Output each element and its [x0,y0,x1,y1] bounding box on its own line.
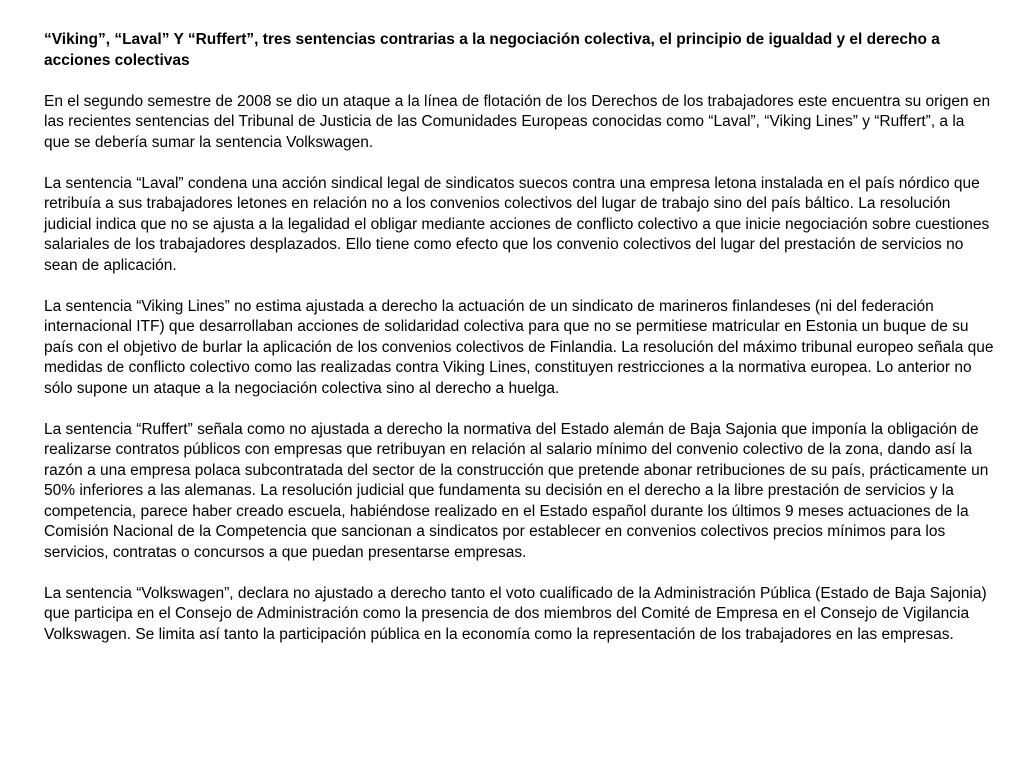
document-page [44,30,994,666]
paragraph-intro: En el segundo semestre de 2008 se dio un ataque a la línea de flotación de los Derechos de los trabajadores este encuentra su origen en las recientes sentencias del Tribunal de Justicia de las Comunidades Europeas conocidas como “Laval”, “Viking Lines” y “Ruffert”, a la que se debería sumar la sentencia Volkswagen. [44,92,991,151]
document-title: “Viking”, “Laval” Y “Ruffert”, tres sentencias contrarias a la negociación colectiva, el principio de igualdad y el derecho a acciones colectivas [44,31,940,69]
paragraph-ruffert: La sentencia “Ruffert” señala como no ajustada a derecho la normativa del Estado alemán de Baja Sajonia que imponía la obligación de realizarse contratos públicos con empresas que retribuyan en relación al salario mínimo del convenio colectivo de la zona, dando así la razón a una empresa polaca subcontratada del sector de la construcción que pretende abonar retribuciones de su país, prácticamente un 50% inferiores a las alemanas. La resolución judicial que fundamenta su decisión en el derecho a la libre prestación de servicios y la competencia, parece haber creado escuela, habiéndose realizado en el Estado español durante los últimos 9 meses actuaciones de la Comisión Nacional de la Competencia que sancionan a sindicatos por establecer en convenios colectivos precios mínimos para los servicios, contratas o concursos a que puedan presentarse empresas. [44,420,989,561]
paragraph-viking: La sentencia “Viking Lines” no estima ajustada a derecho la actuación de un sindicato de marineros finlandeses (ni del federación internacional ITF) que desarrollaban acciones de solidaridad colectiva para que no se permitiese matricular en Estonia un buque de su país con el objetivo de burlar la aplicación de los convenios colectivos de Finlandia. La resolución del máximo tribunal europeo señala que medidas de conflicto colectivo como las realizadas contra Viking Lines, constituyen restricciones a la normativa europea. Lo anterior no sólo supone un ataque a la negociación colectiva sino al derecho a huelga. [44,297,994,397]
paragraph-laval: La sentencia “Laval” condena una acción sindical legal de sindicatos suecos contra una empresa letona instalada en el país nórdico que retribuía a sus trabajadores letones en relación no a los convenios colectivos del lugar de trabajo sino del país báltico. La resolución judicial indica que no se ajusta a la legalidad el obligar mediante acciones de conflicto colectivo a que inicie negociación sobre cuestiones salariales de los trabajadores desplazados. Ello tiene como efecto que los convenio colectivos del lugar del prestación de servicios no sean de aplicación. [44,174,990,274]
paragraph-volkswagen: La sentencia “Volkswagen”, declara no ajustado a derecho tanto el voto cualificado de la Administración Pública (Estado de Baja Sajonia) que participa en el Consejo de Administración como la presencia de dos miembros del Comité de Empresa en el Consejo de Vigilancia Volkswagen. Se limita así tanto la participación pública en la economía como la representación de los trabajadores en las empresas. [44,584,987,643]
